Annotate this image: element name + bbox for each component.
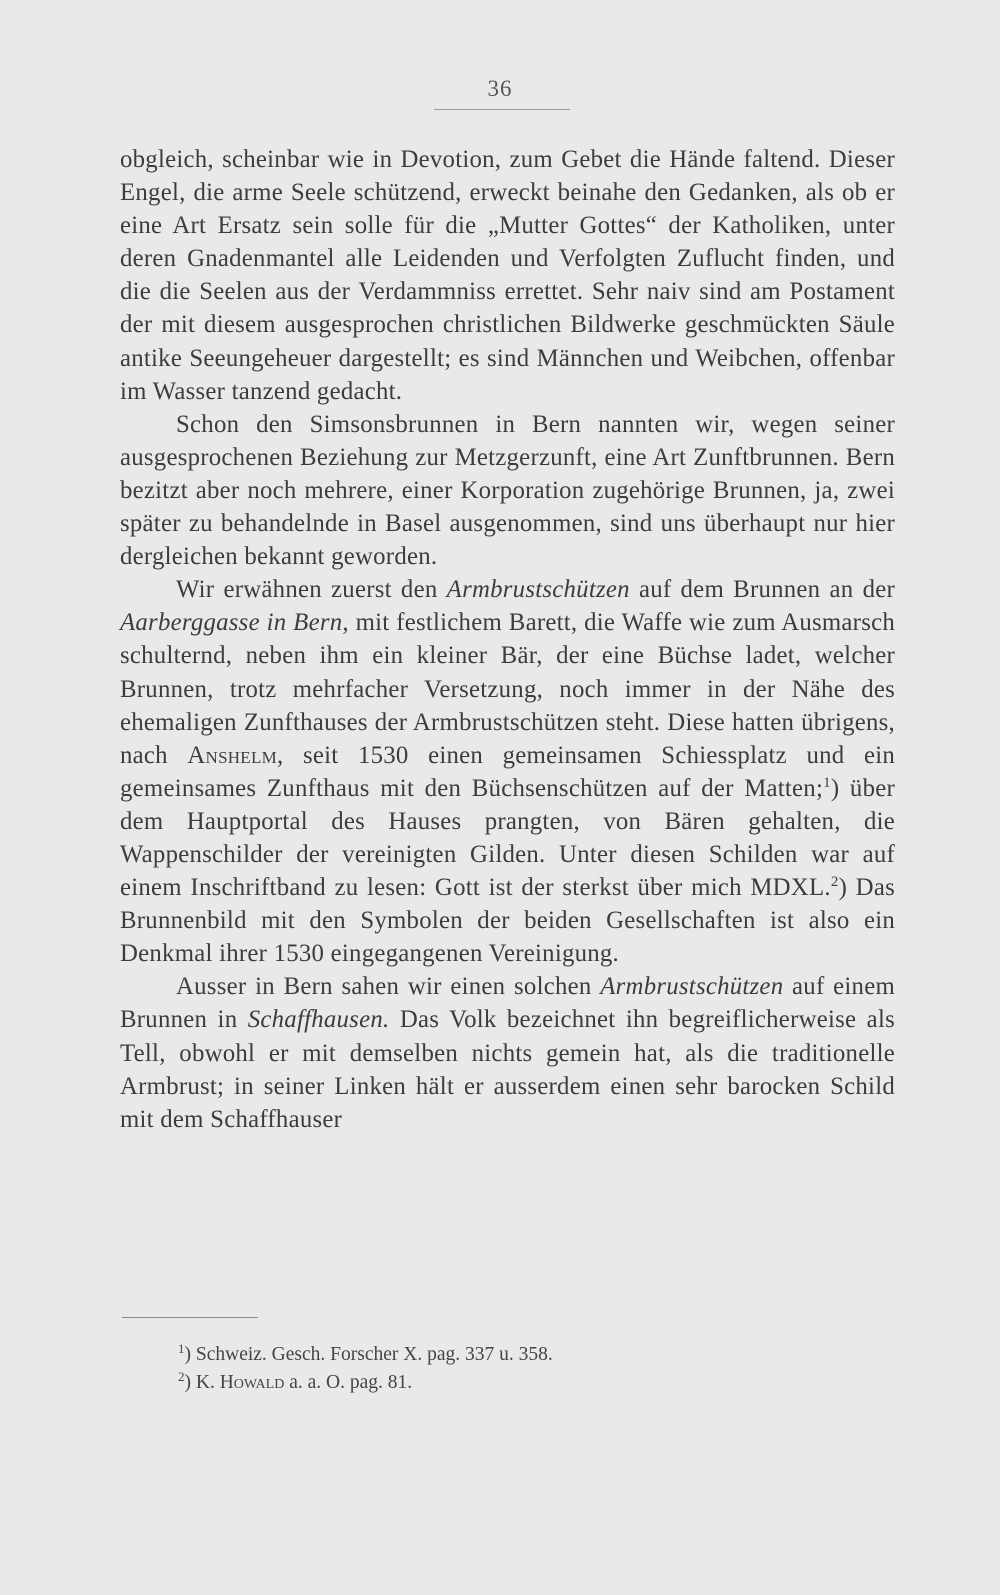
footnote-rule xyxy=(122,1317,258,1318)
footnote-text: ) K. xyxy=(184,1372,220,1393)
paragraph-3-emphasis: Armbrustschützen xyxy=(446,576,630,604)
paragraph-4-emphasis: Schaffhausen. xyxy=(247,1006,390,1034)
paragraph-3-text: auf dem Brunnen an der xyxy=(629,576,895,604)
paragraph-4-text: Das Volk bezeichnet ihn begreiflicherweise als Tell, obwohl er mit demselben nichts gemein hat, als die traditionelle Armbrust; in seiner Linken hält er ausserdem einen sehr barocken Schild mit dem Schaffhauser xyxy=(120,1006,895,1133)
paragraph-3-text: , mit festlichem Barett, die Waffe wie zum Ausmarsch schulternd, neben ihm ein kleiner Bär, der eine Büchse ladet, welcher Brunnen, trotz mehrfacher Versetzung, noch immer in der Nähe des ehemaligen Zunfthauses der Armbrustschützen steht. Diese hatten übrigens, nach xyxy=(120,609,895,769)
body-text xyxy=(120,143,895,1136)
paragraph-3-text: Wir erwähnen zuerst den xyxy=(176,576,447,604)
paragraph-2: Schon den Simsonsbrunnen in Bern nannten wir, wegen seiner ausgesprochenen Beziehung zur Metzgerzunft, eine Art Zunftbrunnen. Bern bezitzt aber noch mehrere, einer Korporation zugehörige Brunnen, ja, zwei später zu behandelnde in Basel ausgenommen, sind uns überhaupt nur hier dergleichen bekannt geworden. xyxy=(120,410,895,571)
paragraph-4-emphasis: Armbrustschützen xyxy=(600,973,784,1001)
author-name: Howald xyxy=(219,1372,285,1393)
paragraph-4-text: auf einem Brunnen in xyxy=(120,973,895,1034)
footnote-text: ) Schweiz. Gesch. Forscher X. pag. 337 u. 358. xyxy=(184,1344,553,1365)
footnote-text: a. a. O. pag. 81. xyxy=(284,1372,413,1393)
footnote-2 xyxy=(178,1369,553,1397)
footnote-ref-1: 1 xyxy=(823,774,831,791)
footnotes xyxy=(178,1341,553,1397)
paragraph-3-text: ) über dem Hauptportal des Hauses prangten, von Bären gehalten, die Wappenschilder der vereinigten Gilden. Unter diesen Schilden war auf einem Inschriftband zu lesen: Gott ist der sterkst über mich MDXL. xyxy=(120,774,895,902)
footnote-1 xyxy=(178,1341,553,1369)
author-name: Anshelm xyxy=(187,741,277,769)
paragraph-3 xyxy=(120,573,895,970)
paragraph-3-emphasis: Aarberggasse in Bern xyxy=(120,609,343,637)
paragraph-4 xyxy=(120,970,895,1135)
footnote-mark: 2 xyxy=(178,1369,185,1384)
paragraph-3-text: , seit 1530 einen gemeinsamen Schiessplatz und ein gemeinsames Zunfthaus mit den Büchsenschützen auf der Matten; xyxy=(120,741,895,802)
footnote-ref-2: 2 xyxy=(830,874,839,891)
paragraph-4-text: Ausser in Bern sahen wir einen solchen xyxy=(176,973,601,1001)
header-rule xyxy=(434,109,570,110)
footnote-mark: 1 xyxy=(178,1341,185,1356)
paragraph-1: obgleich, scheinbar wie in Devotion, zum Gebet die Hände faltend. Dieser Engel, die arme Seele schützend, erweckt beinahe den Gedanken, als ob er eine Art Ersatz sein solle für die „Mutter Gottes“ der Katholiken, unter deren Gnadenmantel alle Leidenden und Verfolgten Zuflucht finden, und die die Seelen aus der Verdammniss errettet. Sehr naiv sind am Postament der mit diesem ausgesprochen christlichen Bildwerke geschmückten Säule antike Seeungeheuer dargestellt; es sind Männchen und Weibchen, offenbar im Wasser tanzend gedacht. xyxy=(120,146,895,405)
paragraph-3-text: ) Das Brunnenbild mit den Symbolen der beiden Gesellschaften ist also ein Denkmal ihrer 1530 eingegangenen Vereinigung. xyxy=(120,874,895,968)
page-number: 36 xyxy=(487,76,513,101)
